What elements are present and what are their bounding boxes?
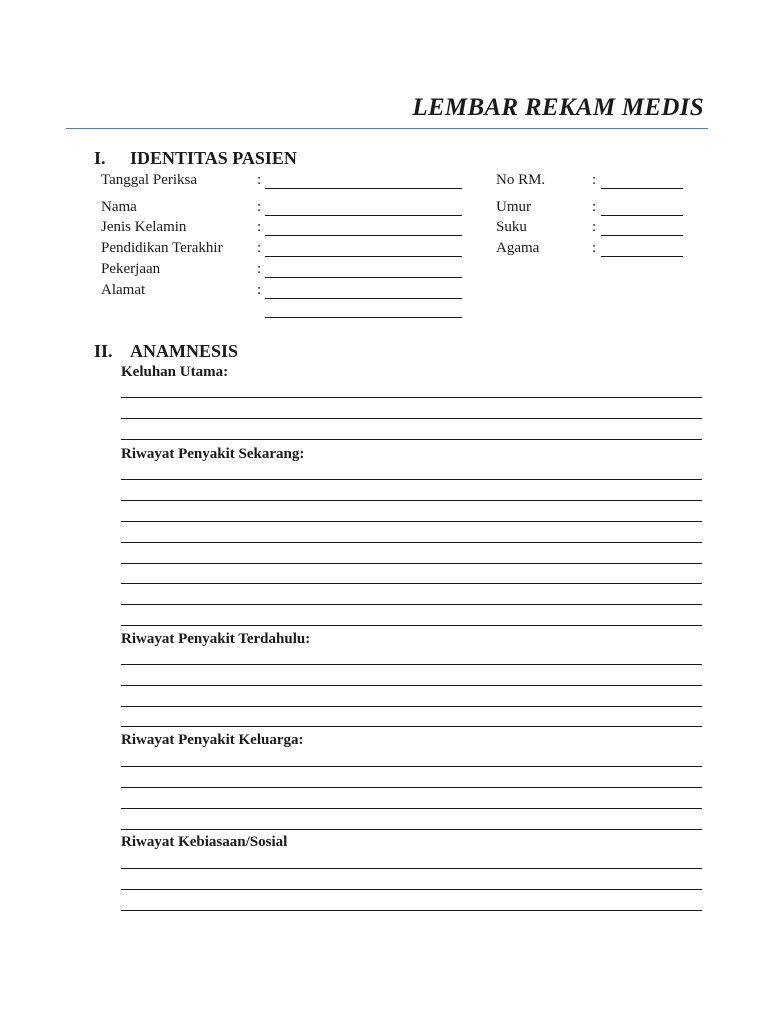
writing-line[interactable] xyxy=(121,479,702,480)
field-colon: : xyxy=(592,240,597,256)
field-label-agama: Agama xyxy=(496,240,540,256)
field-input-pendidikan-terakhir[interactable] xyxy=(265,256,462,257)
field-label-jenis-kelamin: Jenis Kelamin xyxy=(101,219,187,235)
writing-line[interactable] xyxy=(121,808,702,809)
field-input-nama[interactable] xyxy=(265,215,462,216)
field-colon: : xyxy=(257,240,262,256)
field-input-tanggal-periksa[interactable] xyxy=(265,188,462,189)
subsection-label-riwayat-penyakit-terdahulu: Riwayat Penyakit Terdahulu: xyxy=(121,631,311,647)
field-input-pekerjaan[interactable] xyxy=(265,277,462,278)
writing-line[interactable] xyxy=(121,397,702,398)
writing-line[interactable] xyxy=(121,889,702,890)
field-input-suku[interactable] xyxy=(601,235,683,236)
field-label-alamat: Alamat xyxy=(101,282,146,298)
writing-line[interactable] xyxy=(121,685,702,686)
section-1-number: I. xyxy=(94,148,106,168)
section-2-number: II. xyxy=(94,341,113,361)
writing-line[interactable] xyxy=(121,542,702,543)
section-2-title: ANAMNESIS xyxy=(130,341,239,361)
page-title: LEMBAR REKAM MEDIS xyxy=(412,94,704,121)
writing-line[interactable] xyxy=(121,439,702,440)
writing-line[interactable] xyxy=(121,829,702,830)
field-input-alamat-line-2[interactable] xyxy=(265,317,462,318)
title-divider xyxy=(66,128,708,129)
writing-line[interactable] xyxy=(121,418,702,419)
section-1-title: IDENTITAS PASIEN xyxy=(130,148,297,168)
writing-line[interactable] xyxy=(121,604,702,605)
field-colon: : xyxy=(592,219,597,235)
writing-line[interactable] xyxy=(121,500,702,501)
field-colon: : xyxy=(257,199,262,215)
field-label-suku: Suku xyxy=(496,219,527,235)
field-input-umur[interactable] xyxy=(601,215,683,216)
field-colon: : xyxy=(592,172,597,188)
subsection-label-keluhan-utama: Keluhan Utama: xyxy=(121,364,229,380)
writing-line[interactable] xyxy=(121,868,702,869)
writing-line[interactable] xyxy=(121,521,702,522)
subsection-label-riwayat-penyakit-keluarga: Riwayat Penyakit Keluarga: xyxy=(121,732,304,748)
writing-line[interactable] xyxy=(121,563,702,564)
field-colon: : xyxy=(257,219,262,235)
writing-line[interactable] xyxy=(121,625,702,626)
field-input-agama[interactable] xyxy=(601,256,683,257)
writing-line[interactable] xyxy=(121,583,702,584)
field-input-alamat[interactable] xyxy=(265,298,462,299)
field-colon: : xyxy=(257,261,262,277)
writing-line[interactable] xyxy=(121,910,702,911)
writing-line[interactable] xyxy=(121,706,702,707)
field-colon: : xyxy=(257,172,262,188)
field-label-pendidikan-terakhir: Pendidikan Terakhir xyxy=(101,240,223,256)
writing-line[interactable] xyxy=(121,787,702,788)
field-label-umur: Umur xyxy=(496,199,531,215)
writing-line[interactable] xyxy=(121,664,702,665)
subsection-label-riwayat-kebiasaan-sosial: Riwayat Kebiasaan/Sosial xyxy=(121,834,288,850)
writing-line[interactable] xyxy=(121,766,702,767)
field-label-pekerjaan: Pekerjaan xyxy=(101,261,161,277)
field-input-no-rm[interactable] xyxy=(601,188,683,189)
field-input-jenis-kelamin[interactable] xyxy=(265,235,462,236)
field-colon: : xyxy=(592,199,597,215)
field-colon: : xyxy=(257,282,262,298)
subsection-label-riwayat-penyakit-sekarang: Riwayat Penyakit Sekarang: xyxy=(121,446,305,462)
field-label-no-rm: No RM. xyxy=(496,172,546,188)
writing-line[interactable] xyxy=(121,726,702,727)
field-label-tanggal-periksa: Tanggal Periksa xyxy=(101,172,198,188)
field-label-nama: Nama xyxy=(101,199,137,215)
